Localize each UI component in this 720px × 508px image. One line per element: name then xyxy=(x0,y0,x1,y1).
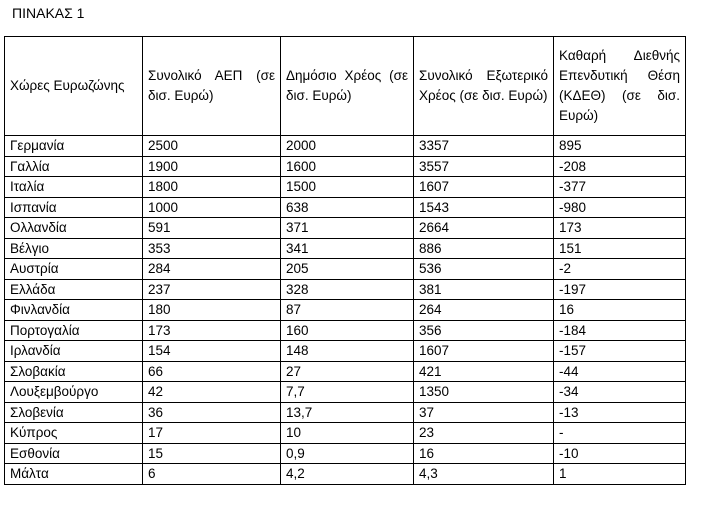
gdp-cell: 154 xyxy=(143,341,281,362)
niip-cell: -34 xyxy=(554,382,686,403)
table-row xyxy=(5,382,686,403)
country-cell: Εσθονία xyxy=(5,443,143,464)
external-debt-cell: 421 xyxy=(414,361,554,382)
external-debt-cell: 2664 xyxy=(414,218,554,239)
table-row xyxy=(5,156,686,177)
external-debt-cell: 3557 xyxy=(414,156,554,177)
external-debt-cell: 886 xyxy=(414,238,554,259)
niip-cell: -13 xyxy=(554,402,686,423)
header-gdp: Συνολικό ΑΕΠ (σε δισ. Ευρώ) xyxy=(143,37,281,136)
table-row xyxy=(5,361,686,382)
external-debt-cell: 1350 xyxy=(414,382,554,403)
public-debt-cell: 638 xyxy=(281,197,414,218)
country-cell: Φινλανδία xyxy=(5,300,143,321)
niip-cell: 173 xyxy=(554,218,686,239)
public-debt-cell: 10 xyxy=(281,423,414,444)
country-cell: Ιταλία xyxy=(5,177,143,198)
table-row xyxy=(5,218,686,239)
external-debt-cell: 264 xyxy=(414,300,554,321)
external-debt-cell: 1543 xyxy=(414,197,554,218)
public-debt-cell: 371 xyxy=(281,218,414,239)
external-debt-cell: 37 xyxy=(414,402,554,423)
gdp-cell: 1900 xyxy=(143,156,281,177)
external-debt-cell: 1607 xyxy=(414,177,554,198)
niip-cell: - xyxy=(554,423,686,444)
niip-cell: -10 xyxy=(554,443,686,464)
public-debt-cell: 160 xyxy=(281,320,414,341)
public-debt-cell: 27 xyxy=(281,361,414,382)
public-debt-cell: 87 xyxy=(281,300,414,321)
niip-cell: -157 xyxy=(554,341,686,362)
public-debt-cell: 328 xyxy=(281,279,414,300)
table-row xyxy=(5,300,686,321)
table-row xyxy=(5,197,686,218)
niip-cell: -208 xyxy=(554,156,686,177)
gdp-cell: 15 xyxy=(143,443,281,464)
external-debt-cell: 3357 xyxy=(414,136,554,157)
eurozone-table xyxy=(4,36,686,485)
public-debt-cell: 13,7 xyxy=(281,402,414,423)
table-row xyxy=(5,423,686,444)
public-debt-cell: 0,9 xyxy=(281,443,414,464)
public-debt-cell: 148 xyxy=(281,341,414,362)
external-debt-cell: 381 xyxy=(414,279,554,300)
table-row xyxy=(5,320,686,341)
table-row xyxy=(5,136,686,157)
gdp-cell: 353 xyxy=(143,238,281,259)
gdp-cell: 591 xyxy=(143,218,281,239)
country-cell: Ολλανδία xyxy=(5,218,143,239)
public-debt-cell: 7,7 xyxy=(281,382,414,403)
table-row xyxy=(5,341,686,362)
niip-cell: 1 xyxy=(554,464,686,485)
niip-cell: -44 xyxy=(554,361,686,382)
table-row xyxy=(5,443,686,464)
gdp-cell: 36 xyxy=(143,402,281,423)
country-cell: Βέλγιο xyxy=(5,238,143,259)
header-external-debt: Συνολικό Εξωτερικό Χρέος (σε δισ. Ευρώ) xyxy=(414,37,554,136)
table-row xyxy=(5,238,686,259)
gdp-cell: 6 xyxy=(143,464,281,485)
gdp-cell: 2500 xyxy=(143,136,281,157)
external-debt-cell: 16 xyxy=(414,443,554,464)
table-row xyxy=(5,259,686,280)
gdp-cell: 1800 xyxy=(143,177,281,198)
country-cell: Κύπρος xyxy=(5,423,143,444)
gdp-cell: 17 xyxy=(143,423,281,444)
gdp-cell: 173 xyxy=(143,320,281,341)
external-debt-cell: 4,3 xyxy=(414,464,554,485)
gdp-cell: 66 xyxy=(143,361,281,382)
public-debt-cell: 1600 xyxy=(281,156,414,177)
country-cell: Ιρλανδία xyxy=(5,341,143,362)
gdp-cell: 180 xyxy=(143,300,281,321)
public-debt-cell: 205 xyxy=(281,259,414,280)
country-cell: Σλοβακία xyxy=(5,361,143,382)
public-debt-cell: 2000 xyxy=(281,136,414,157)
table-row xyxy=(5,464,686,485)
external-debt-cell: 356 xyxy=(414,320,554,341)
country-cell: Μάλτα xyxy=(5,464,143,485)
niip-cell: 16 xyxy=(554,300,686,321)
header-row xyxy=(5,37,686,136)
external-debt-cell: 1607 xyxy=(414,341,554,362)
niip-cell: 895 xyxy=(554,136,686,157)
table-row xyxy=(5,177,686,198)
niip-cell: 151 xyxy=(554,238,686,259)
gdp-cell: 1000 xyxy=(143,197,281,218)
country-cell: Ελλάδα xyxy=(5,279,143,300)
niip-cell: -197 xyxy=(554,279,686,300)
gdp-cell: 42 xyxy=(143,382,281,403)
country-cell: Λουξεμβούργο xyxy=(5,382,143,403)
header-public-debt: Δημόσιο Χρέος (σε δισ. Ευρώ) xyxy=(281,37,414,136)
niip-cell: -184 xyxy=(554,320,686,341)
table-row xyxy=(5,402,686,423)
header-niip: Καθαρή Διεθνής Επενδυτική Θέση (ΚΔΕΘ) (σε δισ. Ευρώ) xyxy=(554,37,686,136)
public-debt-cell: 341 xyxy=(281,238,414,259)
header-country: Χώρες Ευρωζώνης xyxy=(5,37,143,136)
external-debt-cell: 23 xyxy=(414,423,554,444)
country-cell: Γερμανία xyxy=(5,136,143,157)
niip-cell: -2 xyxy=(554,259,686,280)
niip-cell: -980 xyxy=(554,197,686,218)
public-debt-cell: 1500 xyxy=(281,177,414,198)
gdp-cell: 284 xyxy=(143,259,281,280)
country-cell: Αυστρία xyxy=(5,259,143,280)
document-title: ΠΙΝΑΚΑΣ 1 xyxy=(12,5,85,21)
public-debt-cell: 4,2 xyxy=(281,464,414,485)
country-cell: Γαλλία xyxy=(5,156,143,177)
country-cell: Πορτογαλία xyxy=(5,320,143,341)
country-cell: Σλοβενία xyxy=(5,402,143,423)
table-row xyxy=(5,279,686,300)
external-debt-cell: 536 xyxy=(414,259,554,280)
country-cell: Ισπανία xyxy=(5,197,143,218)
gdp-cell: 237 xyxy=(143,279,281,300)
niip-cell: -377 xyxy=(554,177,686,198)
